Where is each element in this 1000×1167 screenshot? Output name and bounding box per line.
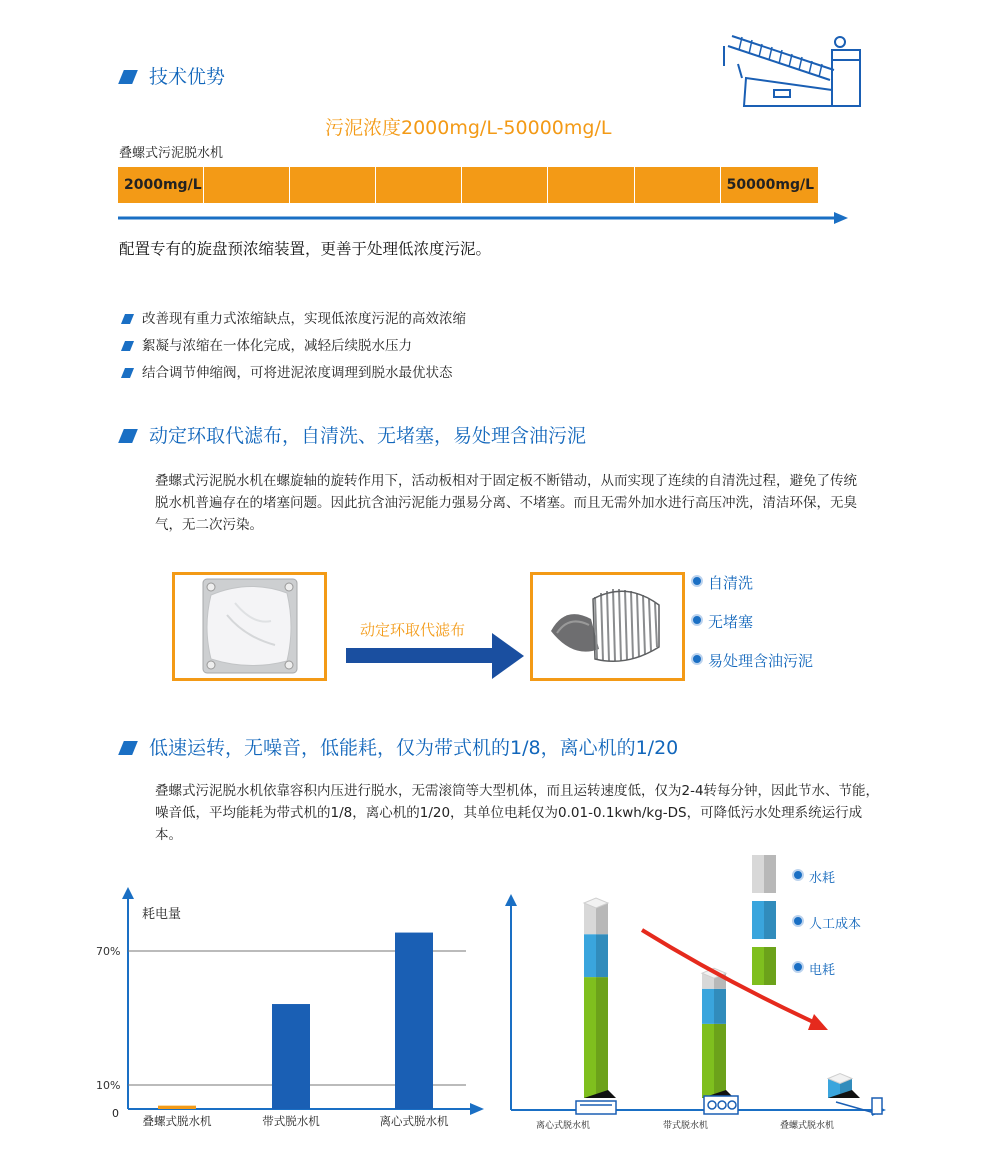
legend-label: 电耗	[792, 959, 835, 978]
low-energy-paragraph: 叠螺式污泥脱水机依靠容积内压进行脱水，无需滚筒等大型机体，而且运转速度低，仅为2-4转每分钟，因此节水、节能，噪音低，平均能耗为带式机的1/8，离心机的1/20，其单位电耗仅为0.01-0.1kwh/kg-DS，可降低污水处理系统运行成本。	[155, 783, 880, 843]
legend-item	[752, 901, 892, 941]
machine-label: 叠螺式污泥脱水机	[119, 146, 224, 161]
stack-segment-side	[714, 989, 726, 1024]
section-title-low-energy: 低速运转，无噪音，低能耗，仅为带式机的1/8，离心机的1/20	[121, 733, 678, 760]
legend-cube-icon	[752, 855, 764, 893]
legend-cube-side	[764, 901, 776, 939]
section-title-self-cleaning: 动定环取代滤布，自清洗、无堵塞，易处理含油污泥	[121, 421, 586, 448]
bullet-icon	[121, 341, 134, 351]
bullet-dot-icon	[691, 653, 703, 665]
bar-end-label: 50000mg/L	[721, 167, 818, 203]
category-label: 带式脱水机	[662, 1121, 708, 1131]
bullet-dot-icon	[792, 961, 804, 973]
bar-1	[272, 1004, 310, 1109]
bullet-icon	[121, 368, 134, 378]
legend-item	[752, 947, 892, 987]
cost-legend	[752, 855, 892, 985]
bar-cell	[462, 167, 548, 203]
ytick-0: 0	[112, 1107, 119, 1120]
bar-2	[395, 933, 433, 1109]
stack-segment-side	[596, 934, 608, 977]
bar-cell	[548, 167, 634, 203]
bar-cell	[204, 167, 290, 203]
bar-cell	[290, 167, 376, 203]
legend-label: 水耗	[792, 867, 835, 886]
filter-cloth-image-box	[172, 572, 327, 681]
range-axis-arrow	[118, 210, 850, 226]
bullet-item: 絮凝与浓缩在一体化完成，减轻后续脱水压力	[123, 334, 412, 354]
sludge-concentration-range: 污泥浓度2000mg/L-50000mg/L	[325, 117, 612, 139]
ytick-10: 10%	[96, 1079, 121, 1092]
belt-press-machine-icon	[704, 1096, 738, 1114]
stack-segment-电耗	[584, 977, 596, 1098]
screw-press-machine-icon	[722, 30, 872, 108]
slash-icon	[118, 70, 138, 84]
bullet-dot-icon	[691, 575, 703, 587]
feature-self-cleaning: 自清洗	[691, 572, 753, 593]
stack-segment-电耗	[702, 1024, 714, 1098]
slash-icon	[118, 429, 138, 443]
stack-segment-人工成本	[702, 989, 714, 1024]
y-axis-label: 耗电量	[142, 907, 182, 922]
category-label: 叠螺式脱水机	[779, 1121, 834, 1131]
legend-item	[752, 855, 892, 895]
screw-rings-image-box	[530, 572, 685, 681]
pre-concentration-statement: 配置专有的旋盘预浓缩装置，更善于处理低浓度污泥。	[119, 240, 492, 258]
x-axis-arrow-icon	[470, 1103, 484, 1115]
bullet-item: 结合调节伸缩阀，可将进泥浓度调理到脱水最优状态	[123, 361, 453, 381]
ytick-70: 70%	[96, 945, 121, 958]
bar-cell	[635, 167, 721, 203]
trend-arrowhead-icon	[808, 1014, 828, 1030]
self-cleaning-paragraph: 叠螺式污泥脱水机在螺旋轴的旋转作用下，活动板相对于固定板不断错动，从而实现了连续的自清洗过程，避免了传统脱水机普遍存在的堵塞问题。因此抗含油污泥能力强易分离、不堵塞。而且无需外加水进行高压冲洗，清洁环保，无臭气，无二次污染。	[155, 473, 857, 533]
bullet-item: 改善现有重力式浓缩缺点，实现低浓度污泥的高效浓缩	[123, 307, 466, 327]
category-label: 叠螺式脱水机	[142, 1114, 212, 1128]
transition-arrow-icon	[346, 633, 526, 679]
category-label: 离心式脱水机	[379, 1114, 449, 1128]
bullet-icon	[121, 314, 134, 324]
concentration-bar	[118, 167, 818, 203]
slash-icon	[118, 741, 138, 755]
stack-segment-side	[596, 977, 608, 1098]
screw-press-small-icon	[836, 1098, 882, 1114]
bar-cell	[376, 167, 462, 203]
filter-cloth-plate-image	[175, 575, 324, 678]
bullet-dot-icon	[792, 869, 804, 881]
bullet-dot-icon	[792, 915, 804, 927]
bullet-dot-icon	[691, 614, 703, 626]
arrow-label: 动定环取代滤布	[360, 621, 466, 639]
bar-start-label: 2000mg/L	[118, 167, 204, 203]
category-label: 带式脱水机	[262, 1114, 320, 1128]
y-axis-arrow-icon	[505, 894, 517, 906]
energy-consumption-chart	[90, 885, 490, 1135]
y-axis-arrow-icon	[122, 887, 134, 899]
legend-cube-side	[764, 855, 776, 893]
stack-segment-人工成本	[584, 934, 596, 977]
legend-label: 人工成本	[792, 913, 861, 932]
stack-segment-side	[714, 1024, 726, 1098]
legend-cube-icon	[752, 947, 764, 985]
feature-no-clogging: 无堵塞	[691, 611, 753, 632]
centrifuge-machine-icon	[576, 1101, 616, 1114]
screw-rings-image	[533, 575, 682, 678]
feature-oily-sludge: 易处理含油污泥	[691, 650, 813, 671]
bar-0	[158, 1106, 196, 1109]
category-label: 离心式脱水机	[535, 1121, 590, 1131]
legend-cube-side	[764, 947, 776, 985]
legend-cube-icon	[752, 901, 764, 939]
section-title-tech-advantage: 技术优势	[121, 62, 225, 89]
